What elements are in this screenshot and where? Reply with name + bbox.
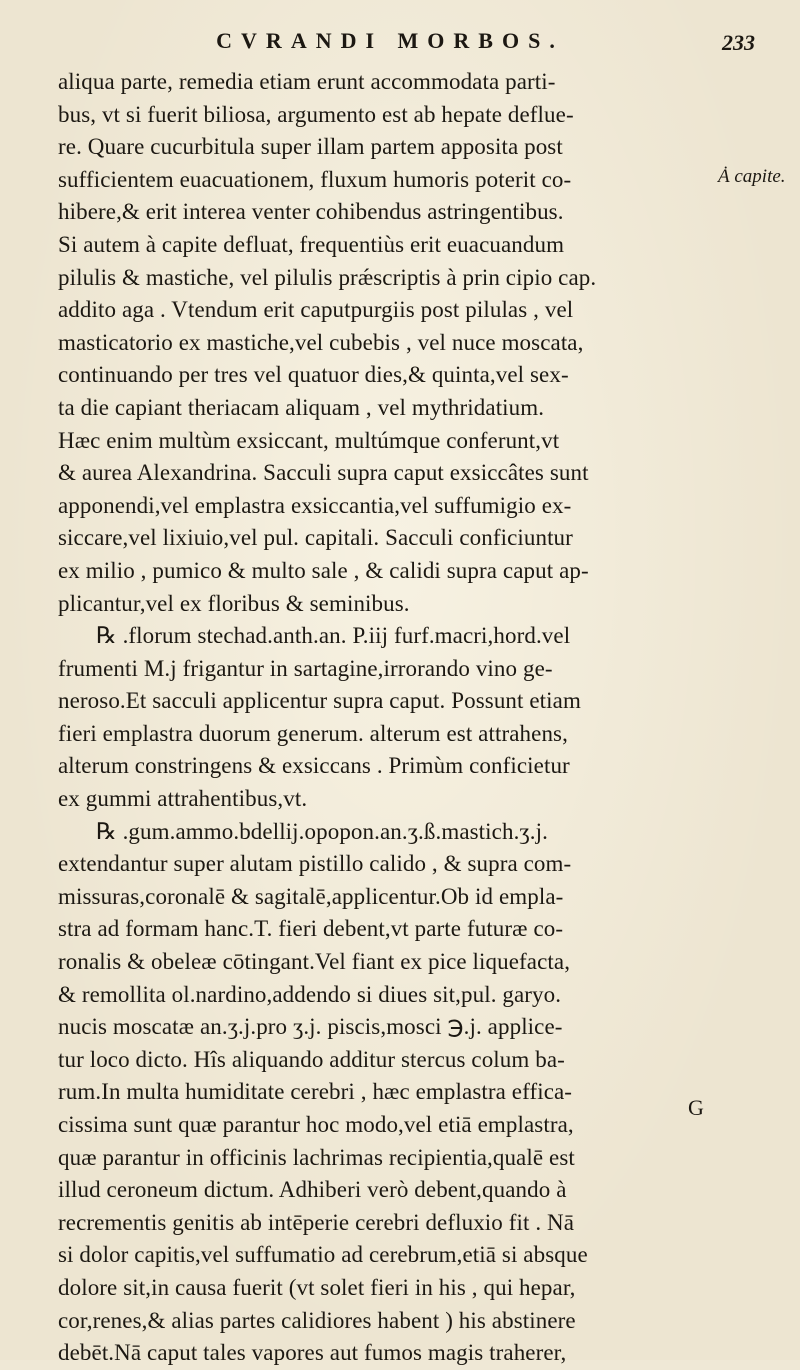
running-head: CVRANDI MORBOS. (216, 28, 564, 53)
signature-mark: G (688, 1095, 704, 1120)
text-line: ℞ .gum.ammo.bdellij.opopon.an.ʒ.ß.mastich.ʒ.j. (96, 818, 548, 844)
text-line: rum.In multa humiditate cerebri , hæc emplastra effica- (58, 1079, 573, 1105)
text-line: quæ parantur in officinis lachrimas recipientia,qualē est (58, 1144, 575, 1170)
text-line: dolore sit,in causa fuerit (vt solet fieri in his , qui hepar, (58, 1274, 576, 1300)
margin-note: Ȧ capite. (718, 166, 786, 187)
text-line: apponendi,vel emplastra exsiccantia,vel suffumigio ex- (58, 492, 572, 518)
text-line: neroso.Et sacculi applicentur supra caput. Possunt etiam (58, 688, 581, 714)
text-line: nucis moscatæ an.ʒ.j.pro ʒ.j. piscis,mosci ℈.j. applice- (58, 1014, 563, 1040)
text-line: hibere,& erit interea venter cohibendus astringentibus. (58, 199, 564, 225)
text-line: continuando per tres vel quatuor dies,& quinta,vel sex- (58, 362, 569, 388)
text-line: stra ad formam hanc.T. fieri debent,vt parte futuræ co- (58, 916, 564, 942)
text-line: cor,renes,& alias partes calidiores habent ) his abstinere (58, 1307, 576, 1333)
text-line: debēt.Nā caput tales vapores aut fumos magis traherer, (58, 1340, 567, 1366)
text-line: recrementis genitis ab intēperie cerebri defluxio fit . Nā (58, 1209, 575, 1235)
text-line: masticatorio ex mastiche,vel cubebis , vel nuce moscata, (58, 329, 584, 355)
text-line: ℞ .florum stechad.anth.an. P.iij furf.macri,hord.vel (96, 623, 571, 649)
text-line: addito aga . Vtendum erit caputpurgiis post pilulas , vel (58, 297, 574, 323)
page-number: 233 (722, 30, 755, 55)
text-line: & aurea Alexandrina. Sacculi supra caput exsiccâtes sunt (58, 460, 589, 486)
text-line: re. Quare cucurbitula super illam partem apposita post (58, 134, 563, 160)
text-line: fieri emplastra duorum generum. alterum est attrahens, (58, 720, 568, 746)
text-line: missuras,coronalē & sagitalē,applicentur.Ob id empla- (58, 883, 564, 909)
text-line: ta die capiant theriacam aliquam , vel mythridatium. (58, 394, 545, 420)
text-line: plicantur,vel ex floribus & seminibus. (58, 590, 410, 616)
text-line: Si autem à capite defluat, frequentiùs erit euacuandum (58, 231, 565, 257)
text-line: siccare,vel lixiuio,vel pul. capitali. Sacculi conficiuntur (58, 525, 573, 551)
text-line: ronalis & obeleæ cōtingant.Vel fiant ex pice liquefacta, (58, 949, 571, 975)
body-text (58, 66, 718, 1370)
text-line: cissima sunt quæ parantur hoc modo,vel etiā emplastra, (58, 1112, 574, 1137)
text-line: bus, vt si fuerit biliosa, argumento est ab hepate deflue- (58, 101, 574, 127)
text-line: sufficientem euacuationem, fluxum humoris poterit co- (58, 166, 572, 192)
text-line: ex gummi attrahentibus,vt. (58, 786, 308, 812)
text-line: tur loco dicto. Hîs aliquando additur stercus colum ba- (58, 1046, 565, 1072)
text-line: frumenti M.j frigantur in sartagine,irrorando vino ge- (58, 655, 553, 681)
text-line: alterum constringens & exsiccans . Primùm conficietur (58, 753, 570, 779)
text-line: extendantur super alutam pistillo calido , & supra com- (58, 851, 572, 877)
text-line: si dolor capitis,vel suffumatio ad cerebrum,etiā si absque (58, 1242, 588, 1268)
text-line: pilulis & mastiche, vel pilulis prǽscriptis à prin cipio cap. (58, 264, 597, 290)
text-line: & remollita ol.nardino,addendo si diues sit,pul. garyo. (58, 981, 562, 1007)
text-line: Hæc enim multùm exsiccant, multúmque conferunt,vt (58, 427, 560, 453)
text-line: aliqua parte, remedia etiam erunt accommodata parti- (58, 69, 556, 94)
text-line: illud ceroneum dictum. Adhiberi verò debent,quando à (58, 1177, 567, 1203)
text-line: ex milio , pumico & multo sale , & calidi supra caput ap- (58, 557, 589, 583)
